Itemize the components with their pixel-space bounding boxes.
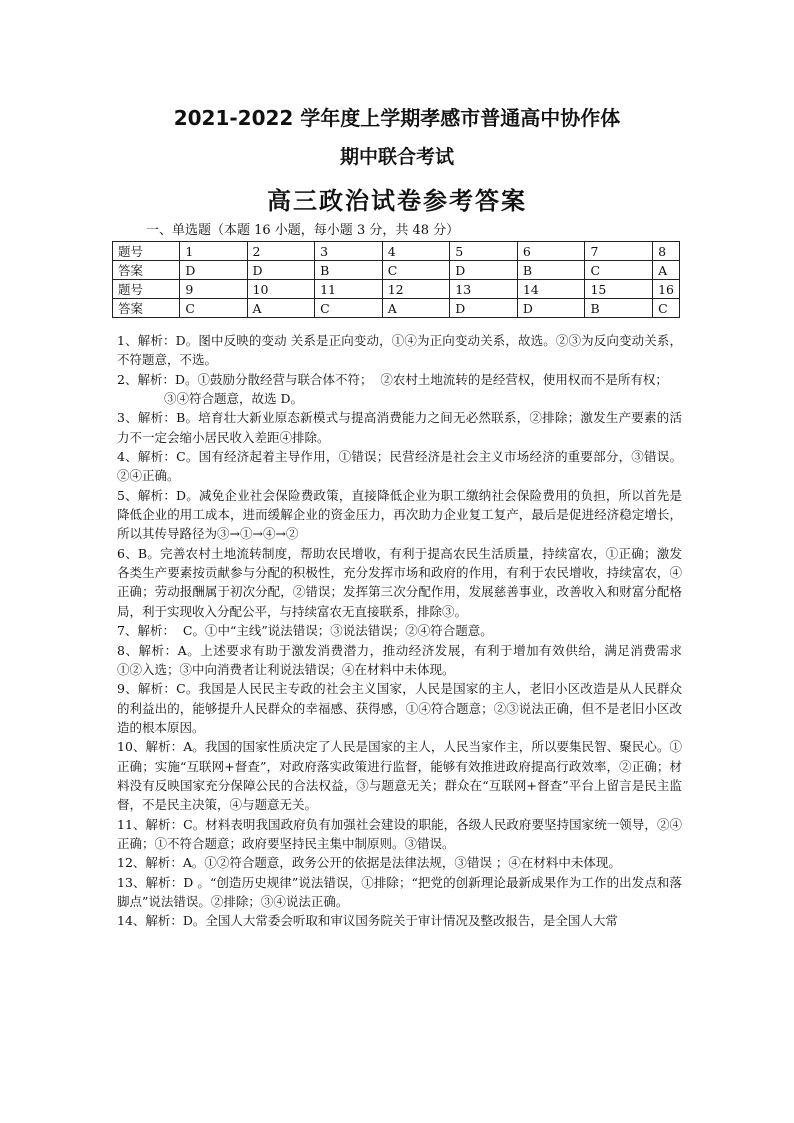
table-cell: 8	[653, 242, 680, 261]
table-cell: 9	[180, 280, 247, 299]
table-cell: 1	[180, 242, 247, 261]
table-cell: C	[180, 299, 247, 318]
table-cell: B	[315, 261, 383, 280]
table-row	[113, 299, 680, 318]
table-cell: A	[382, 299, 450, 318]
table-cell: B	[585, 299, 653, 318]
table-cell: 题号	[113, 242, 180, 261]
table-cell: 6	[517, 242, 585, 261]
table-cell: 15	[585, 280, 653, 299]
explanation-paragraph: 2、解析：D。①鼓励分散经营与联合体不符； ②农村土地流转的是经营权，使用权而不是所有权；	[117, 371, 668, 387]
table-cell: 3	[315, 242, 383, 261]
explanation-paragraph: 14、解析：D。全国人大常委会听取和审议国务院关于审计情况及整改报告，是全国人大常	[117, 913, 618, 929]
table-cell: C	[653, 299, 680, 318]
explanation-paragraph: 3、解析：B。培育壮大新业原态新模式与提高消费能力之间无必然联系，②排除；激发生产要素的活力不一定会缩小居民收入差距④排除。	[117, 410, 682, 445]
explanation-paragraph: 12、解析：A。①②符合题意，政务公开的依据是法律法规，③错误 ；④在材料中未体现。	[117, 855, 621, 871]
explanation-paragraph: 9、解析：C。我国是人民民主专政的社会主义国家，人民是国家的主人，老旧小区改造是从人民群众的利益出的，能够提升人民群众的幸福感、获得感，①④符合题意；②③说法正确，但不是老旧小区改造的根本原因。	[117, 681, 682, 735]
answer-table	[112, 241, 680, 318]
table-cell: C	[585, 261, 653, 280]
table-cell: C	[382, 261, 450, 280]
table-row	[113, 280, 680, 299]
table-cell: D	[450, 261, 518, 280]
table-cell: 题号	[113, 280, 180, 299]
table-cell: C	[315, 299, 383, 318]
explanation-paragraph: 5、解析：D。减免企业社会保险费政策，直接降低企业为职工缴纳社会保险费用的负担，所以首先是降低企业的用工成本，进而缓解企业的资金压力，再次助力企业复工复产，最后是促进经济稳定增长，所以其传导路径为③→①→④→②	[117, 487, 682, 542]
table-cell: B	[517, 261, 585, 280]
explanation-paragraph: ③④符合题意，故选 D。	[164, 391, 303, 407]
table-cell: 答案	[113, 261, 180, 280]
table-cell: D	[450, 299, 518, 318]
exam-title-line-1: 2021-2022 学年度上学期孝感市普通高中协作体	[173, 106, 621, 130]
table-cell: D	[180, 261, 247, 280]
table-cell: 14	[517, 280, 585, 299]
exam-title-line-2: 期中联合考试	[339, 146, 454, 168]
table-cell: D	[247, 261, 315, 280]
table-cell: 2	[247, 242, 315, 261]
explanation-paragraph: 1、解析：D。图中反映的变动 关系是正向变动，①④为正向变动关系，故选。②③为反向变动关系，不符题意，不选。	[117, 333, 682, 368]
table-cell: 4	[382, 242, 450, 261]
answer-key-title: 高三政治试卷参考答案	[267, 186, 527, 215]
explanation-paragraph: 13、解析：D 。“创造历史规律”说法错误，①排除；“把党的创新理论最新成果作为工作的出发点和落脚点”说法错误。②排除；③④说法正确。	[117, 874, 682, 909]
table-cell: 5	[450, 242, 518, 261]
section-heading: 一、单选题（本题 16 小题，每小题 3 分，共 48 分）	[146, 223, 460, 238]
explanation-paragraph: 11、解析：C。材料表明我国政府负有加强社会建设的职能，各级人民政府要坚持国家统一领导，②④正确；①不符合题意；政府要坚持民主集中制原则。③错误。	[117, 816, 682, 851]
table-row	[113, 261, 680, 280]
table-cell: A	[247, 299, 315, 318]
table-cell: 11	[315, 280, 383, 299]
explanation-paragraph: 4、解析：C。国有经济起着主导作用，①错误；民营经济是社会主义市场经济的重要部分，③错误。②④正确。	[117, 449, 682, 484]
table-cell: 13	[450, 280, 518, 299]
table-cell: 答案	[113, 299, 180, 318]
table-cell: A	[653, 261, 680, 280]
explanation-paragraph: 6、B。完善农村土地流转制度，帮助农民增收，有利于提高农民生活质量，持续富农，①正确；激发各类生产要素按贡献参与分配的积极性，充分发挥市场和政府的作用，有利于农民增收，持续富农，④正确；劳动报酬属于初次分配，②错误；发挥第三次分配作用，发展慈善事业，改善收入和财富分配格局，利于实现收入分配公平，与持续富农无直接联系，排除③。	[117, 545, 682, 619]
table-row	[113, 242, 680, 261]
explanations-list	[117, 331, 682, 931]
table-cell: D	[517, 299, 585, 318]
explanation-paragraph: 8、解析：A。上述要求有助于激发消费潜力，推动经济发展，有利于增加有效供给，满足消费需求①②入选；③中向消费者让利说法错误；④在材料中未体现。	[117, 642, 682, 677]
table-cell: 7	[585, 242, 653, 261]
explanation-paragraph: 10、解析：A。我国的国家性质决定了人民是国家的主人，人民当家作主，所以要集民智、聚民心。①正确；实施“互联网+督查”，对政府落实政策进行监督，能够有效推进政府提高行政效率，②正确；材料没有反映国家充分保障公民的合法权益，③与题意无关；群众在“互联网+督查”平台上留言是民主监督，不是民主决策，④与题意无关。	[117, 739, 682, 813]
table-cell: 16	[653, 280, 680, 299]
table-cell: 12	[382, 280, 450, 299]
explanation-paragraph: 7、解析： C。①中“主线”说法错误；③说法错误；②④符合题意。	[117, 623, 493, 639]
table-cell: 10	[247, 280, 315, 299]
